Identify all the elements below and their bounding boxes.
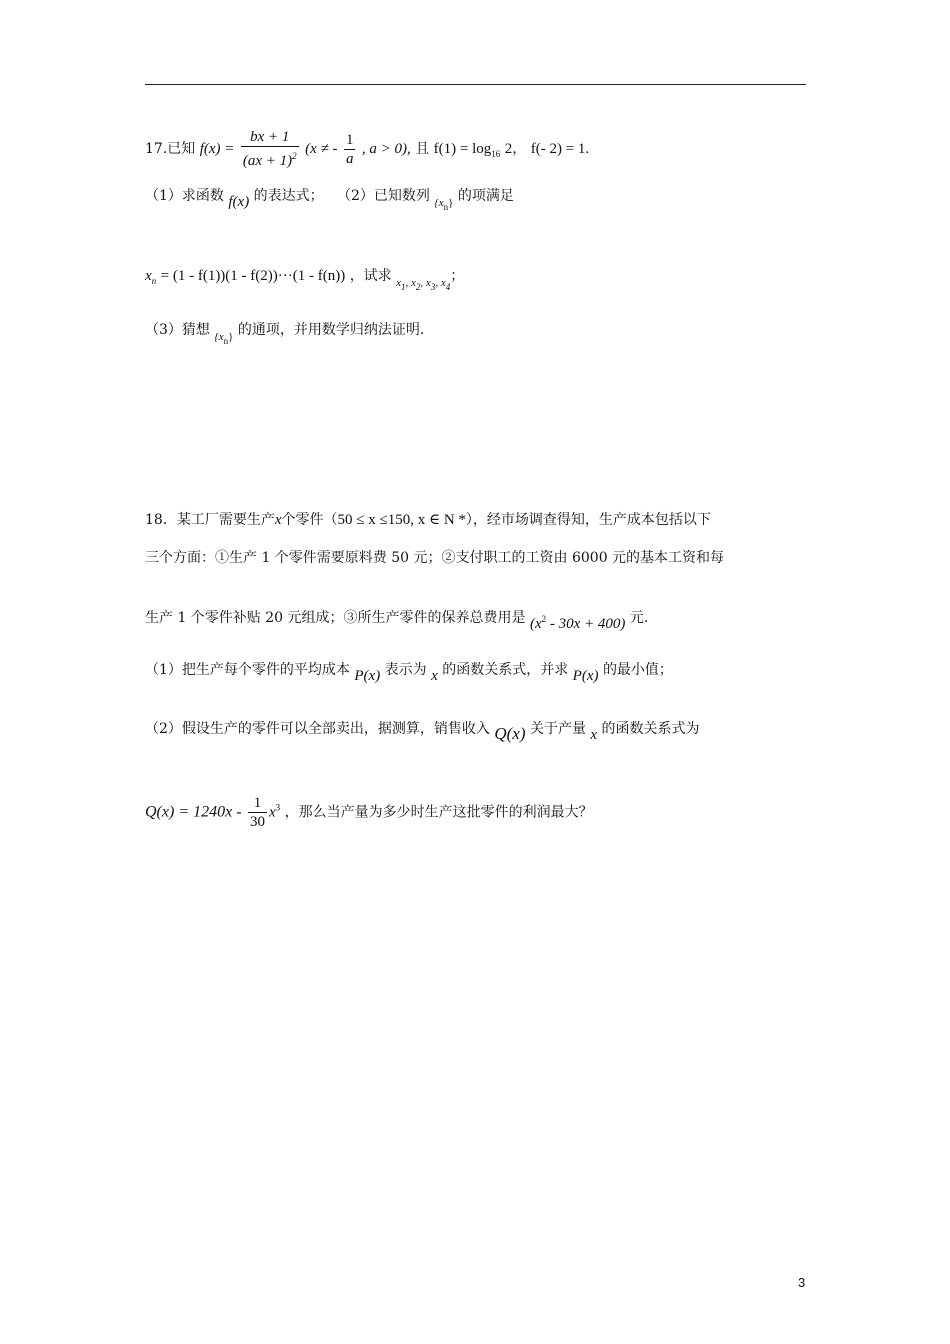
q18-p1-text-a: （1）把生产每个零件的平均成本 (145, 662, 350, 678)
q18-q-x: x (269, 804, 276, 821)
q18-line3-end: 元. (629, 610, 649, 626)
q18-p2-x: x (590, 727, 598, 743)
q17-intro: 已知 (167, 141, 196, 157)
q17-p3-line (145, 320, 424, 345)
q17-semicolon: ； (450, 268, 465, 284)
q18-p1-x: x (431, 668, 438, 684)
q17-cond-close: , a > 0), (361, 141, 411, 157)
q18-x: x (274, 512, 282, 528)
q18-p1-P: P(x) (354, 668, 381, 684)
q18-line-1 (145, 510, 711, 530)
q17-p2-seq: {xn} (434, 197, 454, 212)
q18-q-lhs: Q(x) = 1240x - (145, 803, 242, 821)
q17-fraction (241, 128, 299, 170)
q17-try-text: ，试求 (349, 268, 392, 284)
q17-xn-sub: n (151, 276, 157, 286)
q17-parts-line (145, 186, 514, 211)
q17-xn-lhs: x (145, 268, 152, 284)
q17-xn-line (145, 266, 464, 291)
q18-condition: 50 ≤ x ≤150, x ∈ N * (337, 512, 466, 528)
q17-x-list: x1, x2, x3, x4 (396, 277, 451, 292)
q17-log-arg: 2 (504, 141, 513, 157)
q17-p3-seq: {xn} (214, 331, 234, 346)
q18-q-question: ，那么当产量为多少时生产这批零件的利润最大？ (284, 804, 593, 821)
q17-p2-text: 的项满足 (457, 188, 514, 204)
q18-p1-text-c: 的函数关系式，并求 (442, 662, 569, 678)
q17-number: 17. (145, 141, 168, 157)
q17-frac-numerator: bx + 1 (241, 128, 299, 147)
q17-title-line (145, 128, 589, 170)
q17-p1-text: 的表达式； (253, 188, 324, 204)
q18-p2-text-a: （2）假设生产的零件可以全部卖出，据测算，销售收入 (145, 721, 490, 737)
q18-line-3 (145, 603, 649, 632)
q17-and: 且 (415, 141, 430, 157)
q18-p1-P2: P(x) (572, 668, 599, 684)
q17-p1-fx: f(x) (228, 194, 250, 210)
q17-period: . (585, 141, 590, 157)
q17-cond-numerator: 1 (345, 131, 354, 148)
q18-text-b: 个零件（ (281, 512, 338, 528)
q17-cond-open: (x ≠ - (305, 141, 338, 157)
q18-p2-text-b: 关于产量 (529, 721, 586, 737)
q18-text-c: ），经市场调查得知，生产成本包括以下 (465, 512, 711, 528)
q17-cond-fraction (344, 131, 356, 168)
q17-p3-label: （3）猜想 (145, 322, 210, 338)
q18-q-formula-line (145, 794, 593, 831)
q18-intro: 18．某工厂需要生产 (145, 512, 275, 528)
header-rule (145, 84, 806, 85)
q18-part2-line (145, 718, 700, 743)
q18-p2-Q: Q(x) (494, 724, 526, 743)
q18-p2-text-c: 的函数关系式为 (601, 721, 700, 737)
q17-f1: f(1) = log (433, 141, 492, 157)
q18-part1-line (145, 660, 673, 684)
q18-q-numerator: 1 (248, 794, 267, 813)
q18-q-exp: 3 (275, 802, 281, 813)
q17-fm2: f(- 2) = 1 (530, 141, 586, 157)
q17-comma: ， (512, 141, 527, 157)
q18-q-fraction (248, 794, 267, 831)
q17-frac-denominator: (ax + 1)$^2$ (242, 151, 297, 169)
q17-p2-label: （2）已知数列 (337, 188, 430, 204)
page-number: 3 (798, 1275, 806, 1290)
q18-line-2 (145, 548, 724, 568)
q18-line2-text: 三个方面：①生产 1 个零件需要原料费 50 元；②支付职工的工资由 6000 元的基本工资和每 (145, 550, 725, 566)
q18-q-denominator: 30 (250, 814, 265, 830)
q18-p1-text-d: 的最小值； (602, 662, 673, 678)
q18-p1-text-b: 表示为 (384, 662, 427, 678)
q17-cond-denominator: a (345, 150, 354, 167)
q17-f-lhs: f(x) = (199, 141, 235, 157)
q18-maintenance-expr: $(x^2 - 30x + 400)$ (529, 614, 626, 632)
q17-p3-text: 的通项，并用数学归纳法证明. (237, 322, 425, 338)
q17-log-base: 16 (491, 149, 501, 159)
q17-xn-rhs: = (1 - f(1))(1 - f(2))···(1 - f(n)) (160, 268, 346, 284)
q18-line3-text: 生产 1 个零件补贴 20 元组成；③所生产零件的保养总费用是 (145, 610, 526, 626)
q17-p1-label: （1）求函数 (145, 188, 224, 204)
